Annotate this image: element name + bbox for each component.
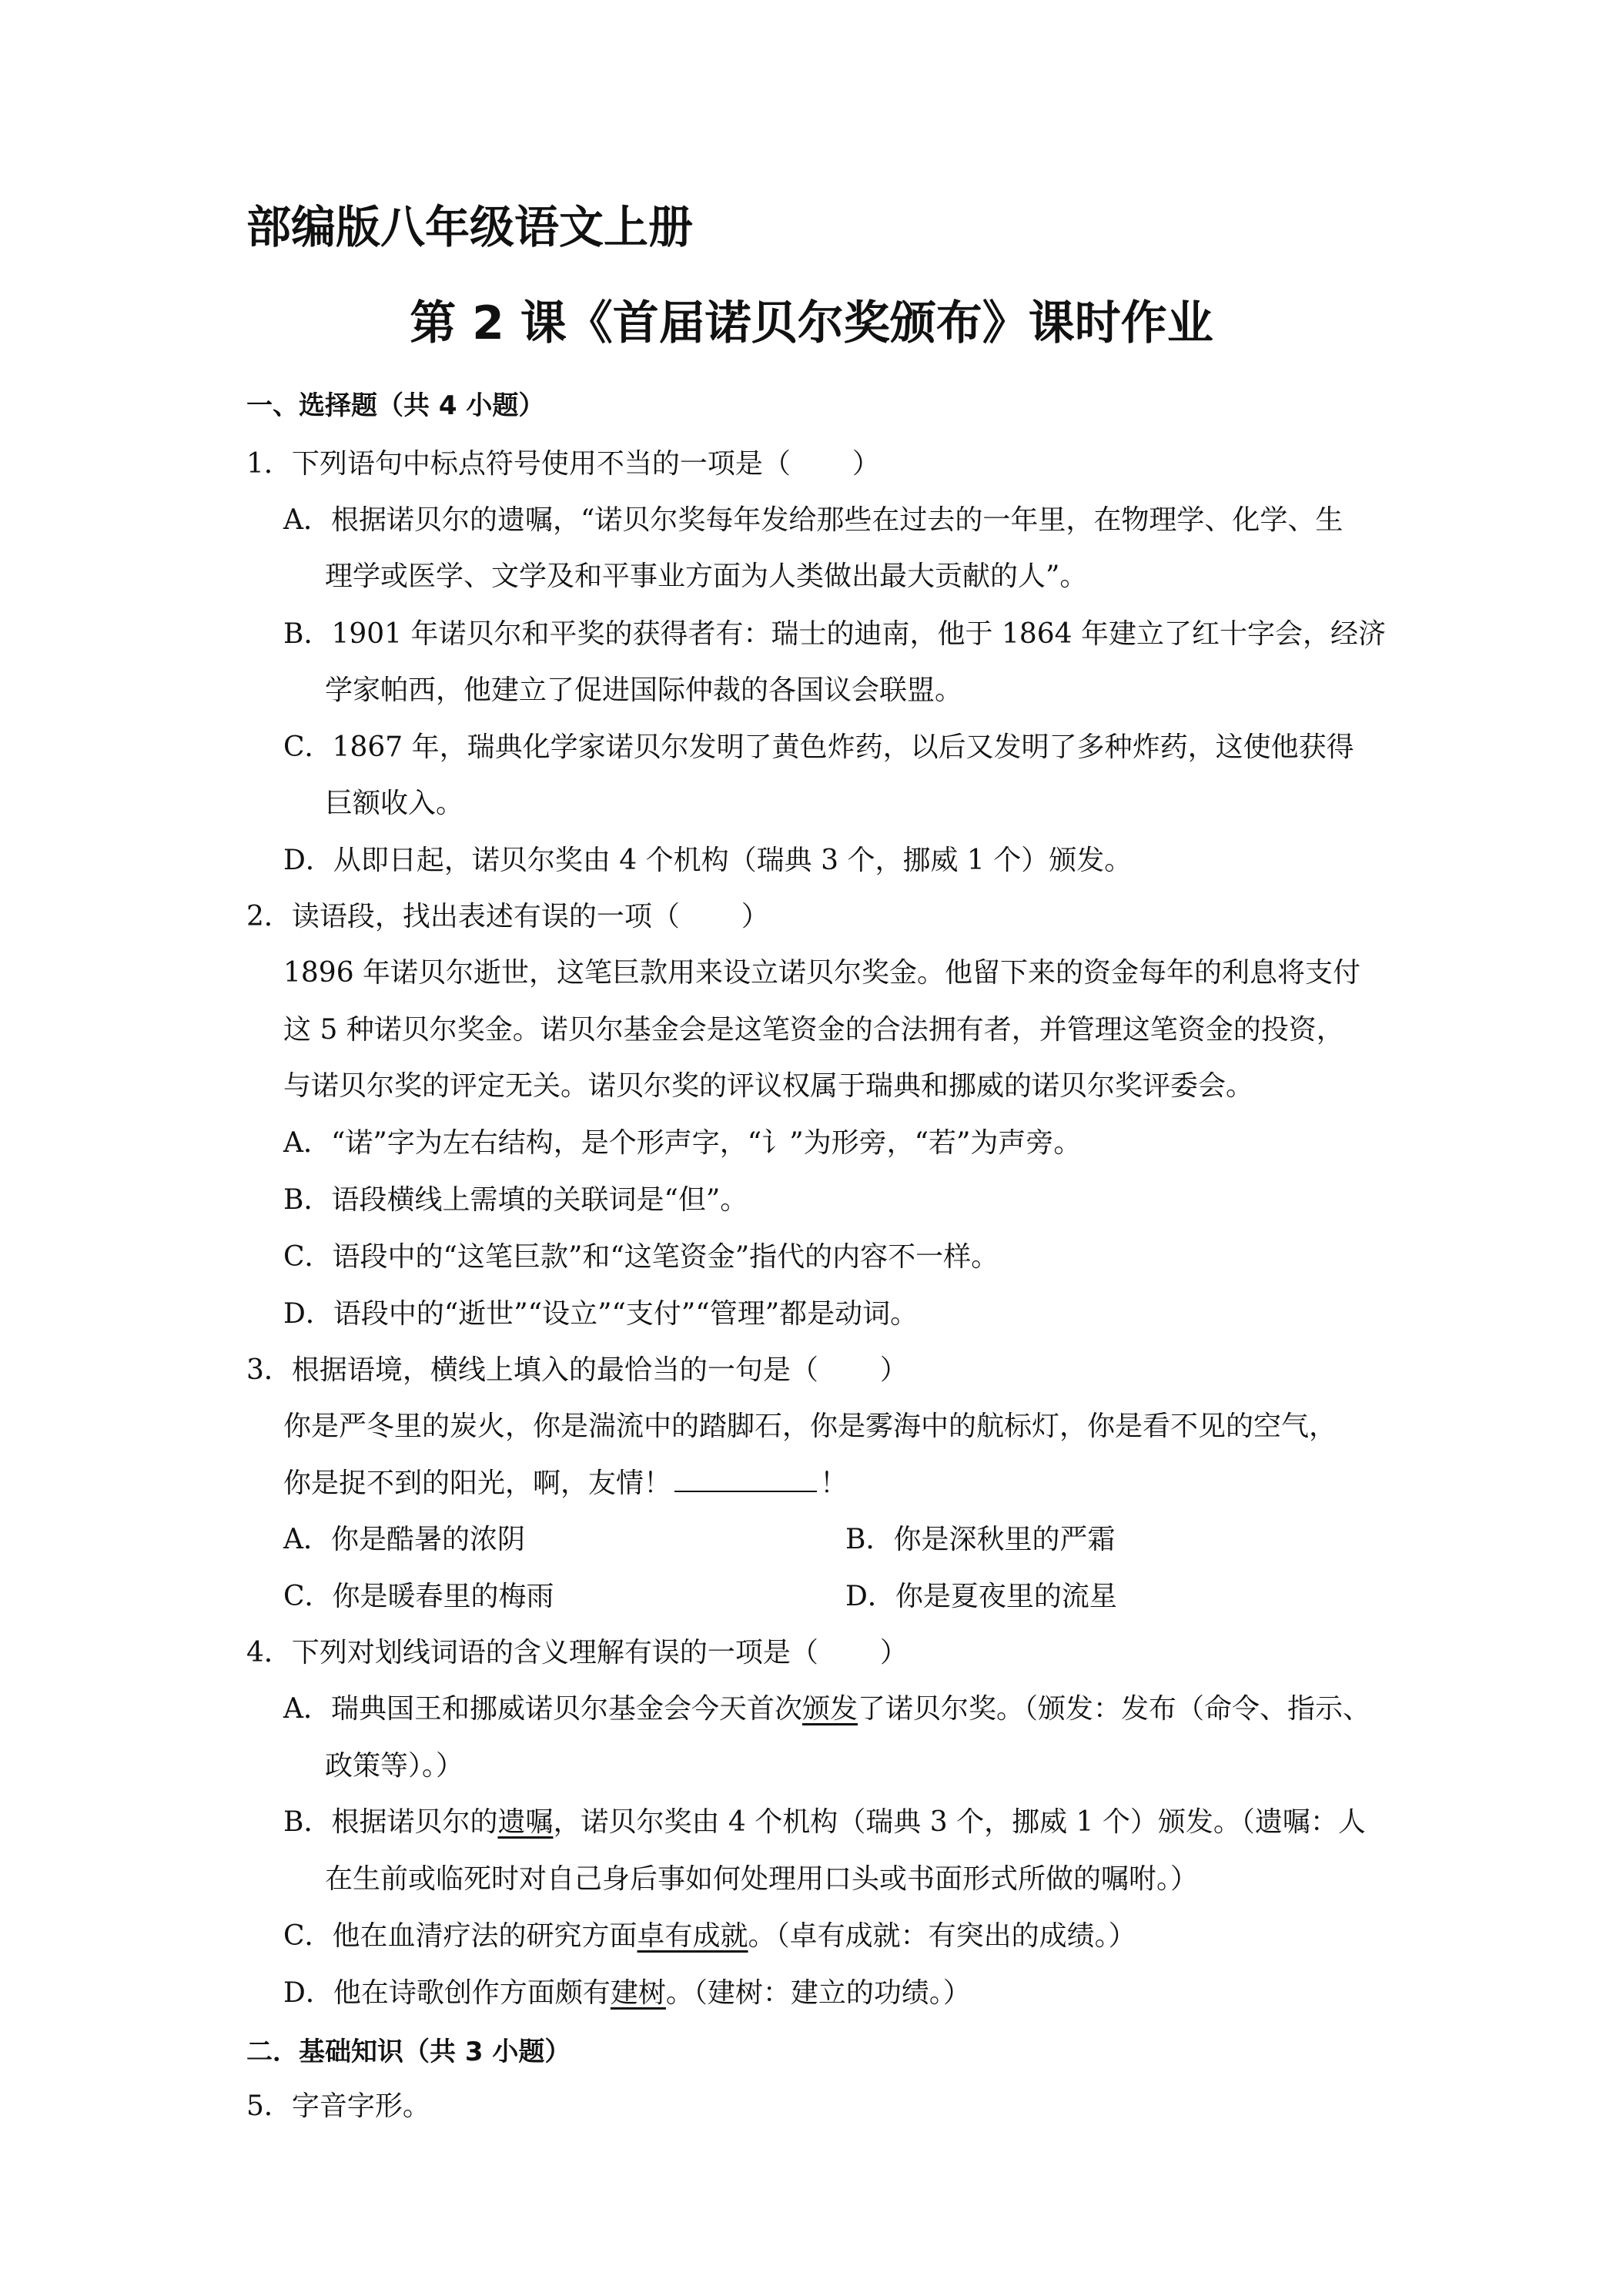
underlined-term: 卓有成就	[637, 1920, 748, 1952]
question-4-option-b: B．根据诺贝尔的遗嘱，诺贝尔奖由 4 个机构（瑞典 3 个，挪威 1 个）颁发。（遗嘱：人	[283, 1806, 1366, 1838]
fill-in-blank[interactable]	[674, 1468, 817, 1492]
question-1-option-c: C．1867 年，瑞典化学家诺贝尔发明了黄色炸药，以后又发明了多种炸药，这使他获得	[283, 731, 1354, 763]
question-2-passage-line-3: 与诺贝尔奖的评定无关。诺贝尔奖的评议权属于瑞典和挪威的诺贝尔奖评委会。	[283, 1070, 1254, 1102]
question-4-option-a: A．瑞典国王和挪威诺贝尔基金会今天首次颁发了诺贝尔奖。（颁发：发布（命令、指示、	[283, 1693, 1371, 1725]
question-3-passage-line-2: 你是捉不到的阳光，啊，友情！ ！	[283, 1468, 848, 1499]
question-4-stem: 4．下列对划线词语的含义理解有误的一项是（ ）	[246, 1637, 908, 1668]
underlined-term: 遗嘱	[497, 1806, 554, 1838]
question-1-option-a: A．根据诺贝尔的遗嘱，“诺贝尔奖每年发给那些在过去的一年里，在物理学、化学、生	[283, 504, 1344, 536]
question-4-option-b-cont: 在生前或临死时对自己身后事如何处理用口头或书面形式所做的嘱咐。）	[325, 1863, 1199, 1895]
question-5-stem: 5．字音字形。	[246, 2090, 430, 2122]
textbook-header: 部编版八年级语文上册	[246, 201, 694, 253]
question-1-option-a-cont: 理学或医学、文学及和平事业方面为人类做出最大贡献的人”。	[325, 561, 1088, 592]
question-4-option-c: C．他在血清疗法的研究方面卓有成就。（卓有成就：有突出的成绩。）	[283, 1920, 1136, 1952]
question-2-stem: 2．读语段，找出表述有误的一项（ ）	[246, 901, 769, 932]
question-4-option-d: D．他在诗歌创作方面颇有建树。（建树：建立的功绩。）	[283, 1977, 971, 2009]
question-3-option-b: B．你是深秋里的严霜	[845, 1524, 1116, 1555]
question-3-option-a: A．你是酷暑的浓阴	[283, 1524, 525, 1555]
question-2-option-d: D．语段中的“逝世”“设立”“支付”“管理”都是动词。	[283, 1298, 919, 1330]
question-3-option-d: D．你是夏夜里的流星	[845, 1581, 1117, 1612]
question-2-passage-line-1: 1896 年诺贝尔逝世，这笔巨款用来设立诺贝尔奖金。他留下来的资金每年的利息将支付	[283, 957, 1361, 989]
question-3-stem: 3．根据语境，横线上填入的最恰当的一句是（ ）	[246, 1354, 908, 1386]
question-4-option-a-cont: 政策等）。）	[325, 1750, 464, 1782]
question-2-option-a: A．“诺”字为左右结构，是个形声字，“讠”为形旁，“若”为声旁。	[283, 1127, 1082, 1159]
question-3-passage-line-1: 你是严冬里的炭火，你是湍流中的踏脚石，你是雾海中的航标灯，你是看不见的空气，	[283, 1411, 1337, 1442]
question-2-passage-line-2: 这 5 种诺贝尔奖金。诺贝尔基金会是这笔资金的合法拥有者，并管理这笔资金的投资，	[283, 1014, 1344, 1046]
question-2-option-b: B．语段横线上需填的关联词是“但”。	[283, 1184, 748, 1216]
question-3-option-c: C．你是暖春里的梅雨	[283, 1581, 554, 1612]
question-1-option-b-cont: 学家帕西，他建立了促进国际仲裁的各国议会联盟。	[325, 674, 963, 706]
underlined-term: 颁发	[802, 1693, 858, 1725]
question-2-option-c: C．语段中的“这笔巨款”和“这笔资金”指代的内容不一样。	[283, 1241, 999, 1273]
page-title: 第 2 课《首届诺贝尔奖颁布》课时作业	[410, 296, 1213, 350]
underlined-term: 建树	[610, 1977, 666, 2009]
question-1-option-c-cont: 巨额收入。	[325, 788, 464, 819]
section-heading-basic: 二．基础知识（共 3 小题）	[246, 2037, 571, 2067]
question-1-option-d: D．从即日起，诺贝尔奖由 4 个机构（瑞典 3 个，挪威 1 个）颁发。	[283, 845, 1133, 876]
question-1-option-b: B．1901 年诺贝尔和平奖的获得者有：瑞士的迪南，他于 1864 年建立了红十字会，经济	[283, 618, 1387, 650]
question-1-stem: 1．下列语句中标点符号使用不当的一项是（ ）	[246, 448, 880, 480]
section-heading-choice: 一、选择题（共 4 小题）	[246, 390, 545, 421]
